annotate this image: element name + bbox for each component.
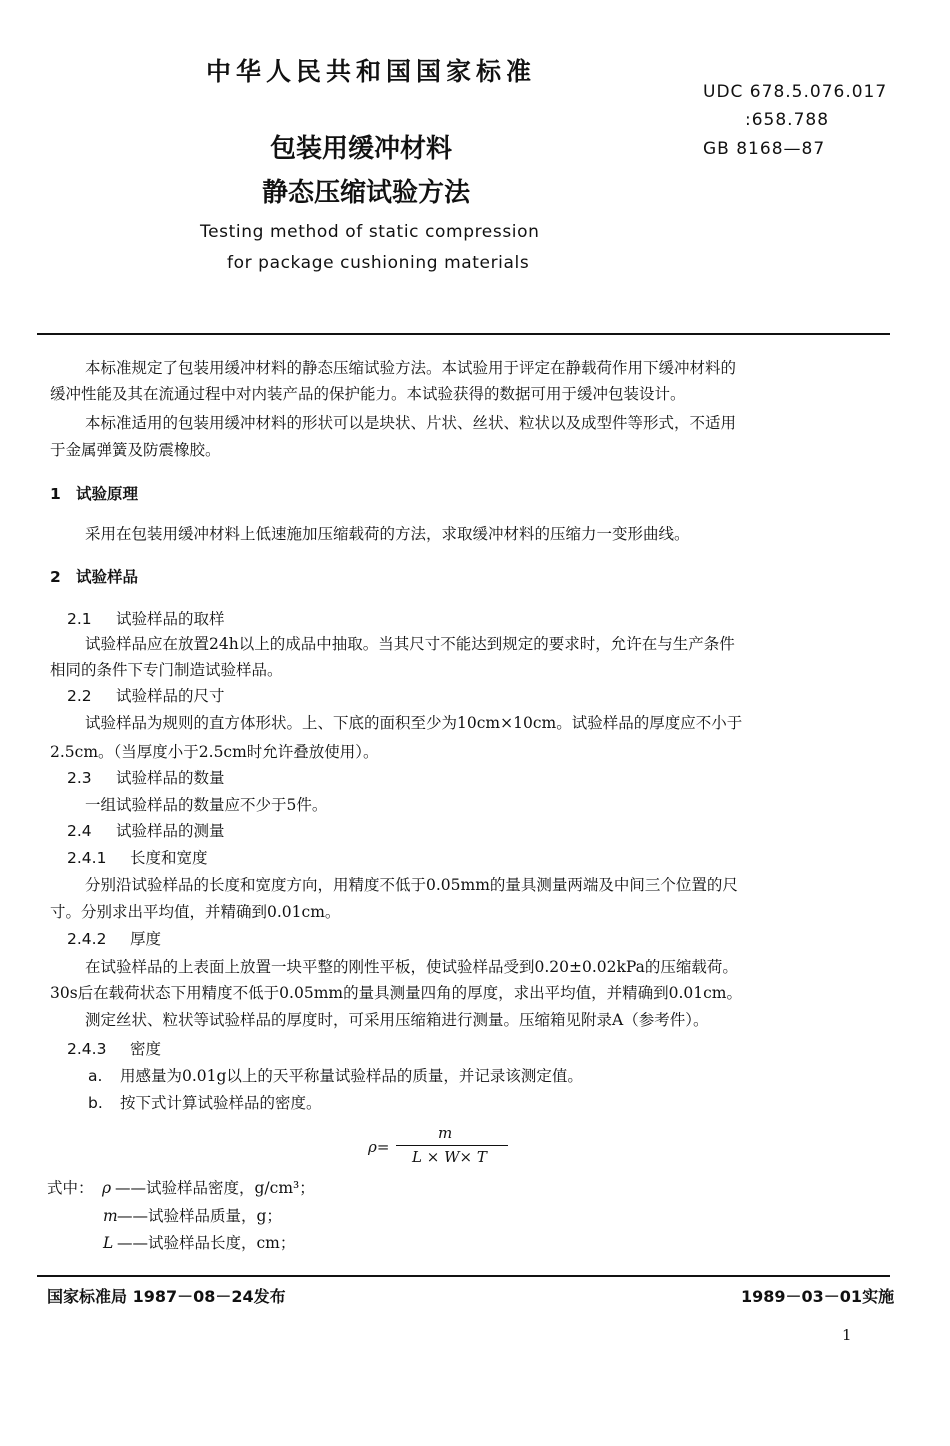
title-cn-line1: 包装用缓冲材料	[270, 134, 453, 164]
s243-number: 2.4.3	[67, 1040, 107, 1058]
s241-heading: 长度和宽度	[130, 849, 208, 867]
s22-line2: 2.5cm。（当厚度小于2.5cm时允许叠放使用）。	[50, 743, 379, 761]
title-cn-line2: 静态压缩试验方法	[262, 178, 471, 208]
gb-code: GB 8168—87	[703, 139, 826, 159]
s242-line3: 测定丝状、粒状等试验样品的厚度时，可采用压缩箱进行测量。压缩箱见附录A（参考件）。	[85, 1011, 709, 1029]
s21-heading: 试验样品的取样	[116, 610, 225, 628]
sec2-heading: 试验样品	[76, 568, 139, 586]
s22-line1: 试验样品为规则的直方体形状。上、下底的面积至少为10cm×10cm。试验样品的厚度应不小于	[85, 714, 743, 732]
s242-heading: 厚度	[130, 930, 162, 948]
where-m-symbol: m	[103, 1207, 118, 1225]
where-L-desc: ——试验样品长度，cm；	[117, 1234, 296, 1252]
s24-heading: 试验样品的测量	[116, 822, 225, 840]
udc-code-line1: UDC 678.5.076.017	[703, 82, 888, 102]
s242-number: 2.4.2	[67, 930, 107, 948]
s21-line2: 相同的条件下专门制造试验样品。	[50, 661, 283, 679]
s243-a-text: 用感量为0.01g以上的天平称量试验样品的质量，并记录该测定值。	[120, 1067, 583, 1085]
s243-heading: 密度	[130, 1040, 162, 1058]
where-rho-desc: ——试验样品密度，g/cm³；	[115, 1179, 315, 1197]
sec1-text: 采用在包装用缓冲材料上低速施加压缩载荷的方法，求取缓冲材料的压缩力一变形曲线。	[85, 525, 690, 543]
effective-date: 1989－03－01实施	[741, 1287, 895, 1306]
s23-line1: 一组试验样品的数量应不少于5件。	[85, 796, 328, 814]
s243-b-text: 按下式计算试验样品的密度。	[120, 1094, 322, 1112]
s242-line2: 30s后在载荷状态下用精度不低于0.05mm的量具测量四角的厚度，求出平均值，并精确到0.01cm。	[50, 984, 742, 1002]
formula-numerator: m	[438, 1124, 453, 1142]
formula-fraction-bar	[396, 1145, 508, 1146]
s243-a-label: a.	[88, 1067, 103, 1085]
intro-p2-line1: 本标准适用的包装用缓冲材料的形状可以是块状、片状、丝状、粒状以及成型件等形式，不适用	[85, 414, 737, 432]
s24-number: 2.4	[67, 822, 92, 840]
s22-heading: 试验样品的尺寸	[116, 687, 225, 705]
s23-number: 2.3	[67, 769, 92, 787]
s22-number: 2.2	[67, 687, 92, 705]
intro-p1-line1: 本标准规定了包装用缓冲材料的静态压缩试验方法。本试验用于评定在静载荷作用下缓冲材料的	[85, 359, 737, 377]
s21-line1: 试验样品应在放置24h以上的成品中抽取。当其尺寸不能达到规定的要求时，允许在与生产条件	[85, 635, 735, 653]
formula-denominator: L × W× T	[412, 1148, 487, 1166]
where-label: 式中：	[47, 1179, 94, 1197]
s241-number: 2.4.1	[67, 849, 107, 867]
page-number: 1	[842, 1326, 852, 1344]
title-en-line2: for package cushioning materials	[227, 253, 530, 273]
where-rho-symbol: ρ	[102, 1179, 112, 1197]
formula-lhs: ρ=	[368, 1138, 390, 1156]
sec2-number: 2	[50, 568, 61, 586]
intro-p1-line2: 缓冲性能及其在流通过程中对内装产品的保护能力。本试验获得的数据可用于缓冲包装设计。	[50, 385, 686, 403]
where-m-desc: ——试验样品质量，g；	[117, 1207, 282, 1225]
where-L-symbol: L	[103, 1234, 114, 1252]
national-standard-title: 中华人民共和国国家标准	[206, 57, 537, 86]
s241-line1: 分别沿试验样品的长度和宽度方向，用精度不低于0.05mm的量具测量两端及中间三个位置的尺	[85, 876, 738, 894]
sec1-number: 1	[50, 485, 61, 503]
s242-line1: 在试验样品的上表面上放置一块平整的刚性平板，使试验样品受到0.20±0.02kPa的压缩载荷。	[85, 958, 738, 976]
title-en-line1: Testing method of static compression	[200, 222, 540, 242]
top-rule	[37, 333, 890, 335]
s21-number: 2.1	[67, 610, 92, 628]
issued-date: 国家标准局 1987－08－24发布	[47, 1287, 286, 1306]
sec1-heading: 试验原理	[76, 485, 139, 503]
s23-heading: 试验样品的数量	[116, 769, 225, 787]
s243-b-label: b.	[88, 1094, 103, 1112]
bottom-rule	[37, 1275, 890, 1277]
s241-line2: 寸。分别求出平均值，并精确到0.01cm。	[50, 903, 341, 921]
intro-p2-line2: 于金属弹簧及防震橡胶。	[50, 441, 221, 459]
udc-code-line2: :658.788	[745, 110, 830, 130]
